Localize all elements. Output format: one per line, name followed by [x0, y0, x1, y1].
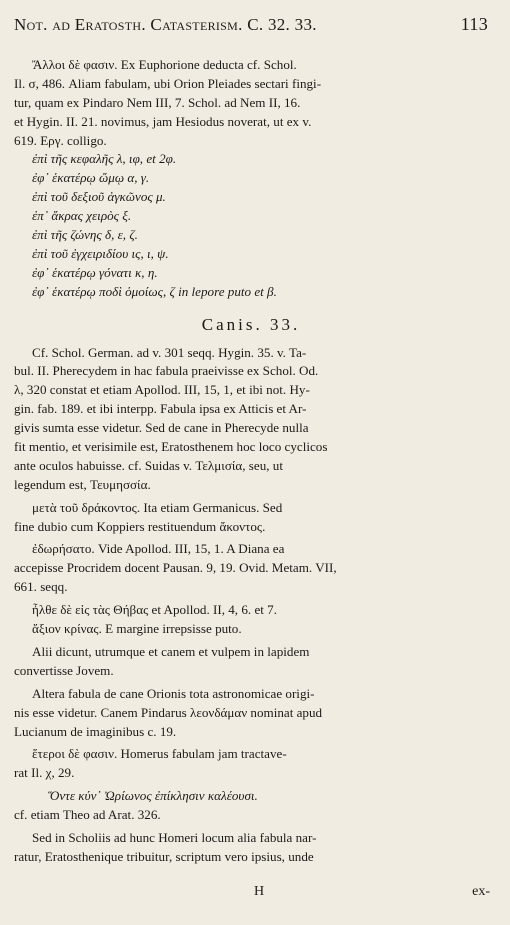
text-line: λ, 320 constat et etiam Apollod. III, 15, 1, et ibi not. Hy-	[14, 382, 310, 398]
page-number: 113	[460, 14, 488, 34]
star-list-item: ἐπὶ τοῦ δεξιοῦ ἀγκῶνος μ.	[32, 189, 166, 205]
text-line: fit mentio, et verisimile est, Eratosthenem hoc loco cyclicos	[14, 439, 328, 455]
note-paragraph-8	[14, 745, 488, 783]
text-line: ἕτεροι δὲ φασιν. Homerus fabulam jam tractave-	[32, 746, 287, 762]
text-line: ratur, Eratosthenique tribuitur, scriptum vero ipsius, unde	[14, 848, 314, 864]
quote-line: Ὅντε κύν᾽ Ὠρίωνος ἐπίκλησιν καλέουσι.	[48, 788, 258, 804]
note-paragraph-2	[14, 344, 488, 495]
text-line: accepisse Procridem docent Pausan. 9, 19. Ovid. Metam. VII,	[14, 560, 337, 576]
text-line: convertisse Jovem.	[14, 662, 114, 678]
star-list-item: ἐπὶ τῆς κεφαλῆς λ, ιφ, et 2φ.	[32, 151, 177, 167]
text-line: et Hygin. II. 21. novimus, jam Hesiodus noverat, ut ex v.	[14, 113, 312, 129]
text-line: nis esse videtur. Canem Pindarus λεονδάμαν nominat apud	[14, 704, 323, 720]
text-line: cf. etiam Theo ad Arat. 326.	[14, 807, 161, 823]
text-line: tur, quam ex Pindaro Nem III, 7. Schol. ad Nem II, 16.	[14, 94, 301, 110]
text-line: 661. seqq.	[14, 579, 68, 595]
text-line: Altera fabula de cane Orionis tota astronomicae origi-	[32, 685, 315, 701]
text-line: Sed in Scholiis ad hunc Homeri locum alia fabula nar-	[32, 829, 317, 845]
star-list-item: ἐπ᾽ ἄκρας χειρὸς ξ.	[32, 208, 132, 224]
section-heading: Canis. 33.	[201, 314, 301, 334]
star-list-item: ἐφ᾽ ἑκατέρῳ ποδὶ ὁμοίως, ζ in lepore puto et β.	[32, 283, 277, 299]
note-paragraph-7	[14, 685, 488, 742]
note-paragraph-3	[14, 499, 488, 537]
note-paragraph-5	[14, 601, 488, 639]
text-line: Il. σ, 486. Aliam fabulam, ubi Orion Pleiades sectari fingi-	[14, 75, 322, 91]
note-paragraph-1	[14, 56, 488, 150]
note-paragraph-10	[14, 829, 488, 867]
text-line: Cf. Schol. German. ad v. 301 seqq. Hygin. 35. v. Ta-	[32, 344, 307, 360]
star-list-item: ἐφ᾽ ἑκατέρῳ ὤμῳ α, γ.	[32, 170, 150, 186]
star-list-item: ἐπὶ τοῦ ἐγχειριδίου ις, ι, ψ.	[32, 245, 169, 261]
signature-mark: H	[254, 884, 265, 899]
text-line: legendum est, Τευμησσία.	[14, 476, 151, 492]
catchword: ex-	[472, 884, 490, 899]
running-title: Not. ad Eratosth. Catasterism. C. 32. 33.	[14, 15, 317, 34]
text-line: rat Il. χ, 29.	[14, 765, 75, 781]
note-paragraph-6	[14, 643, 488, 681]
text-line: ἐδωρήσατο. Vide Apollod. III, 15, 1. A Diana ea	[32, 541, 285, 557]
homer-quote	[14, 787, 488, 825]
text-line: ἦλθε δὲ εἰς τὰς Θήβας et Apollod. II, 4, 6. et 7.	[32, 602, 277, 618]
star-list-item: ἐπὶ τῆς ζώνης δ, ε, ζ.	[32, 227, 138, 243]
text-line: bul. II. Pherecydem in hac fabula praeivisse ex Schol. Od.	[14, 363, 319, 379]
running-head	[14, 14, 488, 42]
text-line: Alii dicunt, utrumque et canem et vulpem in lapidem	[32, 643, 310, 659]
star-list	[14, 150, 488, 301]
star-list-item: ἐφ᾽ ἑκατέρῳ γόνατι κ, η.	[32, 264, 158, 280]
text-line: Lucianum de imaginibus c. 19.	[14, 723, 177, 739]
text-line: 619. Εργ. colligo.	[14, 132, 107, 148]
note-paragraph-4	[14, 540, 488, 597]
text-line: givis sumta esse videtur. Sed de cane in Pherecyde nulla	[14, 420, 309, 436]
text-line: μετὰ τοῦ δράκοντος. Ita etiam Germanicus. Sed	[32, 499, 283, 515]
text-line: ante oculos habuisse. cf. Suidas v. Τελμισία, seu, ut	[14, 457, 283, 473]
text-line: Ἄλλοι δὲ φασιν. Ex Euphorione deducta cf. Schol.	[32, 57, 297, 72]
text-line: fine dubio cum Koppiers restituendum ἄκοντος.	[14, 518, 266, 534]
text-line: ἄξιον κρίνας. E margine irrepsisse puto.	[32, 621, 242, 637]
text-line: gin. fab. 189. et ibi interpp. Fabula ipsa ex Atticis et Ar-	[14, 401, 307, 417]
